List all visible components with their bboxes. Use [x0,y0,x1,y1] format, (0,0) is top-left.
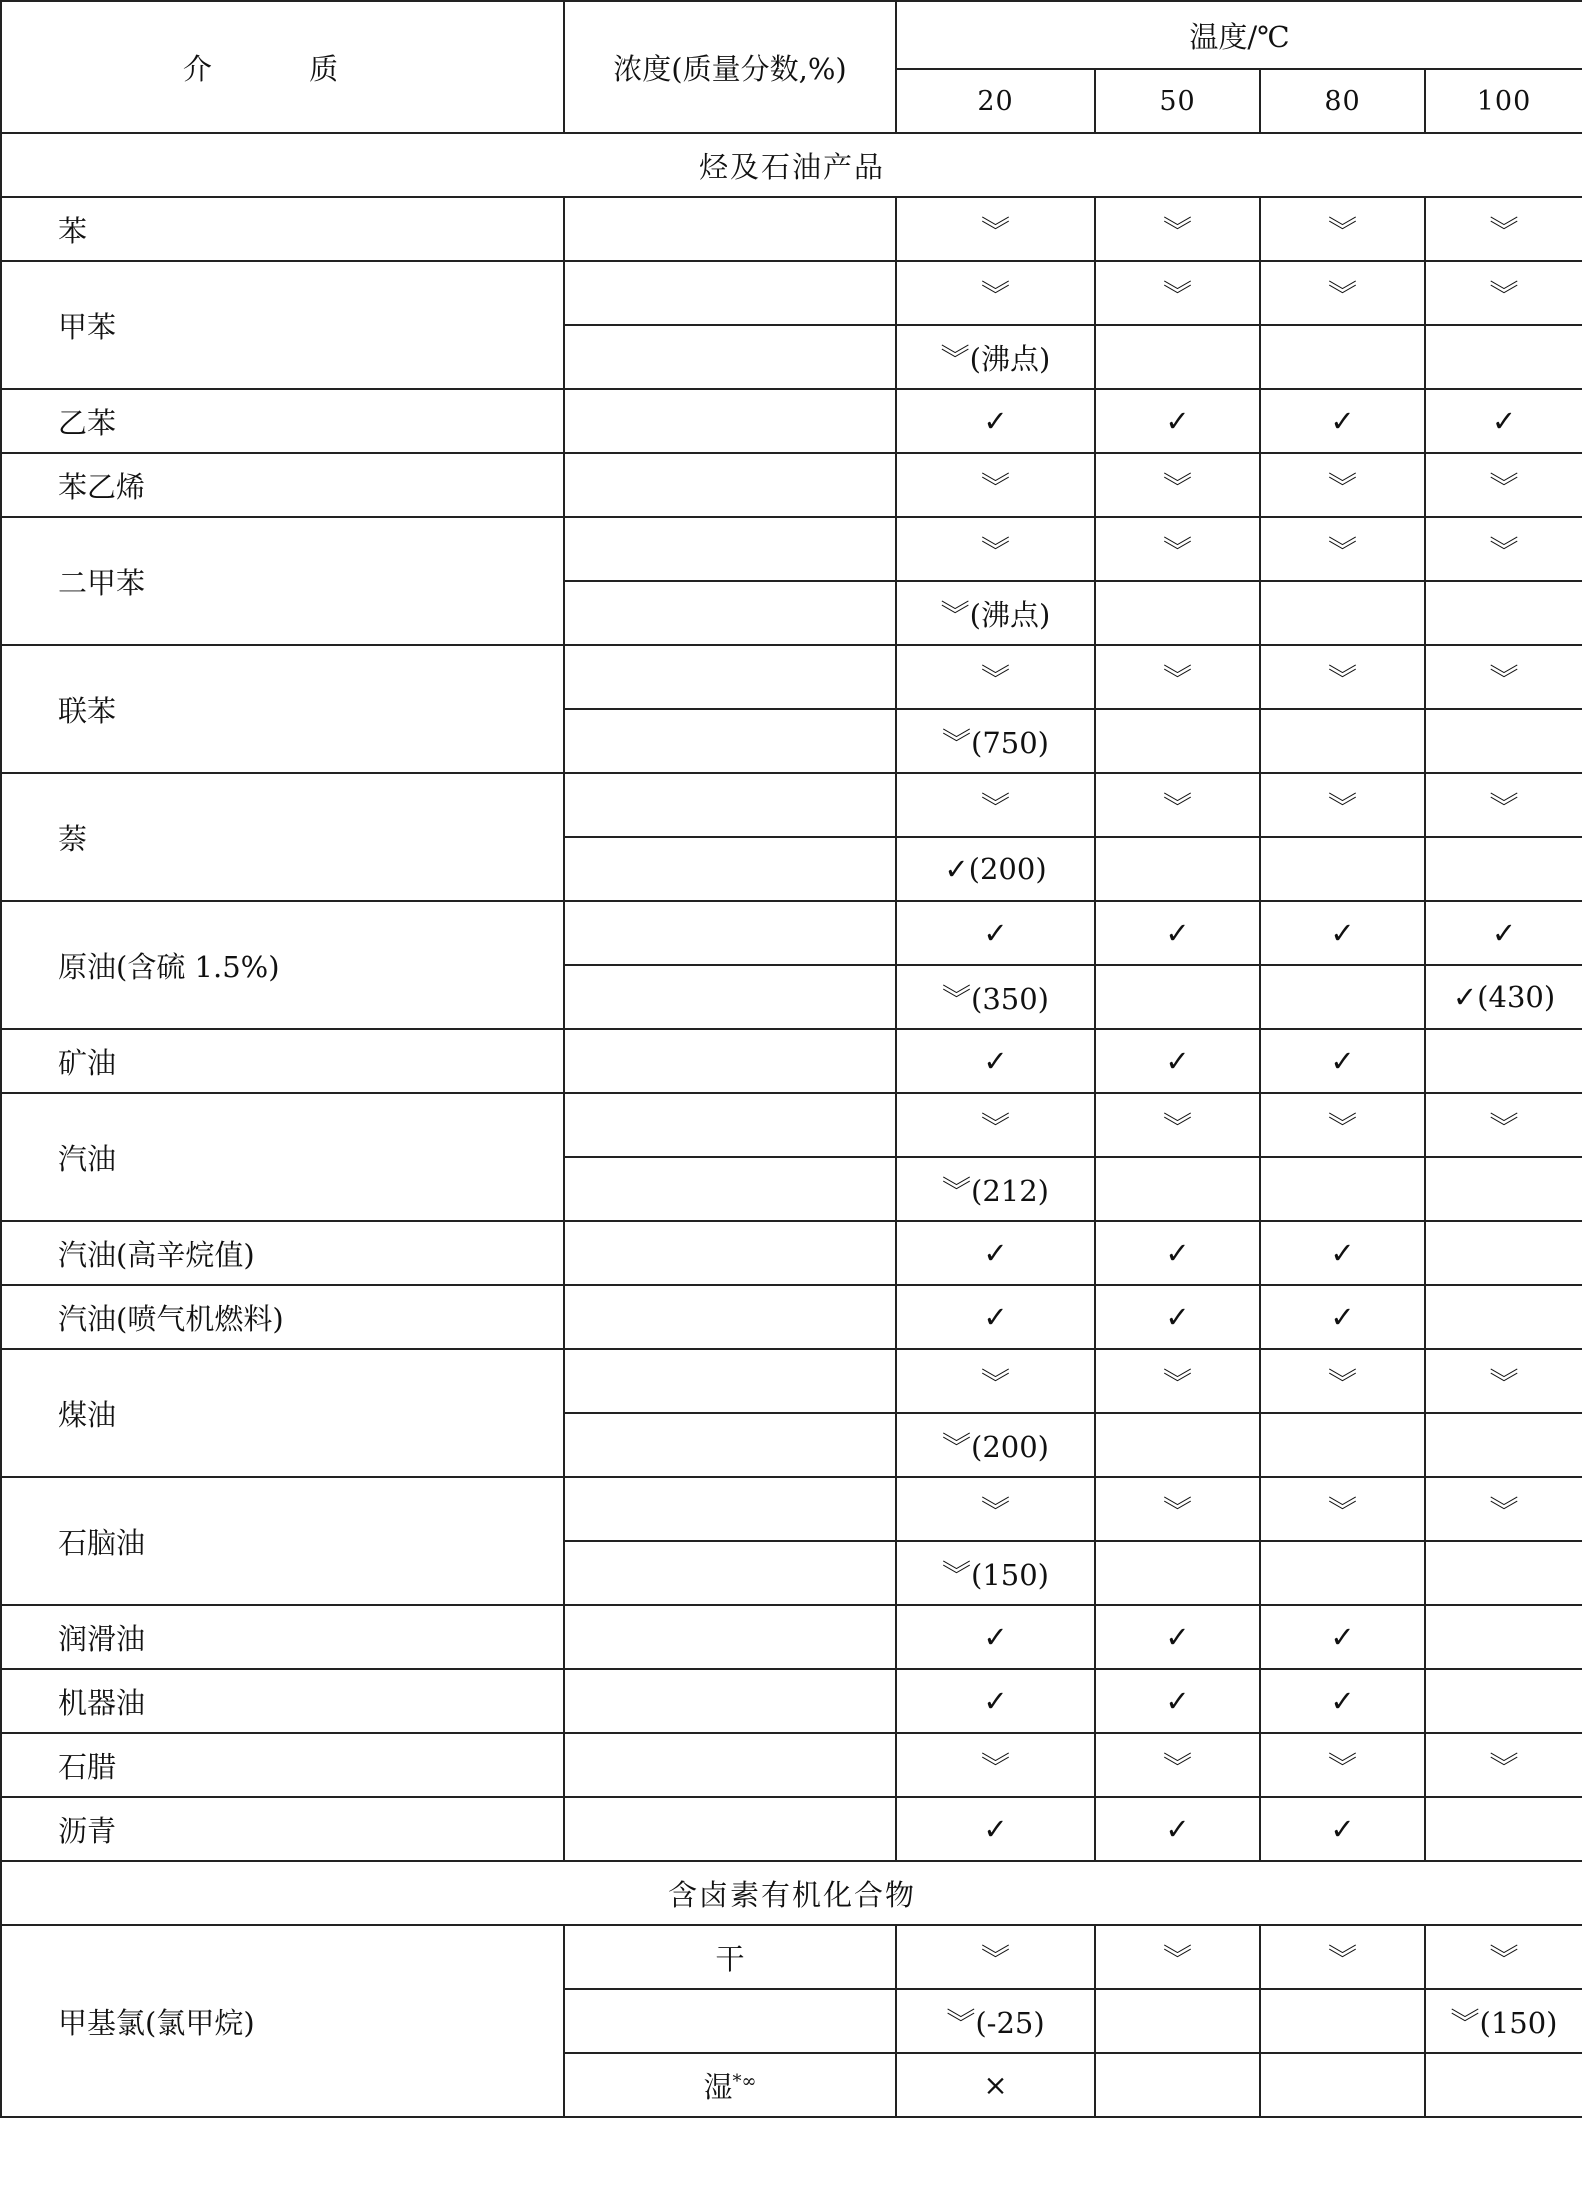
medium-cell: 石脑油 [1,1477,564,1605]
mark-20-cell: ︾(350) [896,965,1095,1029]
mark-20-cell: ︾ [896,1093,1095,1157]
mark-50-cell [1095,1541,1260,1605]
table-row [1,1477,1582,1541]
concentration-cell [564,1733,896,1797]
mark-20-cell: ✓ [896,1285,1095,1349]
medium-cell: 矿油 [1,1029,564,1093]
mark-80-cell: ✓ [1260,1221,1425,1285]
medium-cell: 苯 [1,197,564,261]
mark-20-cell: ︾(212) [896,1157,1095,1221]
mark-80-cell [1260,2053,1425,2117]
mark-20-cell: ✓ [896,1221,1095,1285]
mark-80-cell: ✓ [1260,1605,1425,1669]
mark-50-cell [1095,2053,1260,2117]
mark-50-cell: ✓ [1095,1285,1260,1349]
mark-100-cell: ︾ [1425,773,1582,837]
mark-50-cell: ︾ [1095,261,1260,325]
concentration-cell [564,1157,896,1221]
table-row [1,773,1582,837]
mark-100-cell [1425,1029,1582,1093]
mark-100-cell [1425,1157,1582,1221]
section-title-halogenated: 含卤素有机化合物 [1,1861,1582,1925]
table-row [1,517,1582,581]
concentration-cell [564,645,896,709]
mark-100-cell [1425,2053,1582,2117]
concentration-cell [564,1605,896,1669]
mark-100-cell [1425,837,1582,901]
medium-cell: 甲基氯(氯甲烷) [1,1925,564,2117]
mark-100-cell [1425,1541,1582,1605]
mark-80-cell: ✓ [1260,389,1425,453]
mark-100-cell: ✓(430) [1425,965,1582,1029]
mark-20-cell: ︾(200) [896,1413,1095,1477]
mark-80-cell: ✓ [1260,1029,1425,1093]
mark-100-cell: ︾ [1425,517,1582,581]
concentration-cell [564,1285,896,1349]
concentration-cell [564,197,896,261]
mark-80-cell: ︾ [1260,261,1425,325]
mark-20-cell: ✓ [896,1029,1095,1093]
mark-100-cell [1425,1605,1582,1669]
concentration-cell [564,1349,896,1413]
mark-50-cell: ︾ [1095,197,1260,261]
mark-100-cell [1425,325,1582,389]
mark-80-cell: ︾ [1260,645,1425,709]
mark-20-cell: ︾ [896,197,1095,261]
mark-20-cell: ︾ [896,1477,1095,1541]
table-row [1,645,1582,709]
mark-50-cell: ✓ [1095,389,1260,453]
mark-50-cell: ︾ [1095,1925,1260,1989]
mark-50-cell [1095,1157,1260,1221]
mark-50-cell: ︾ [1095,1477,1260,1541]
medium-cell: 汽油(喷气机燃料) [1,1285,564,1349]
mark-100-cell [1425,1221,1582,1285]
section-row-halogenated [1,1861,1582,1925]
mark-50-cell: ︾ [1095,773,1260,837]
mark-50-cell [1095,965,1260,1029]
mark-100-cell: ︾ [1425,453,1582,517]
mark-80-cell: ︾ [1260,1349,1425,1413]
mark-80-cell: ︾ [1260,773,1425,837]
table-row [1,1669,1582,1733]
mark-80-cell: ✓ [1260,1669,1425,1733]
mark-50-cell [1095,837,1260,901]
concentration-header: 浓度(质量分数,%) [564,1,896,133]
medium-header: 介 质 [1,1,564,133]
mark-100-cell: ︾ [1425,645,1582,709]
medium-cell: 乙苯 [1,389,564,453]
mark-20-cell: ︾ [896,773,1095,837]
mark-20-cell: ✓ [896,1669,1095,1733]
concentration-cell [564,325,896,389]
mark-20-cell: ︾ [896,1349,1095,1413]
concentration-cell [564,389,896,453]
mark-100-cell: ︾(150) [1425,1989,1582,2053]
mark-100-cell [1425,1669,1582,1733]
mark-80-cell: ✓ [1260,1797,1425,1861]
concentration-cell [564,965,896,1029]
mark-100-cell: ✓ [1425,389,1582,453]
concentration-cell [564,901,896,965]
mark-100-cell: ✓ [1425,901,1582,965]
mark-50-cell: ︾ [1095,1349,1260,1413]
mark-80-cell [1260,1157,1425,1221]
mark-20-cell: ✓ [896,1605,1095,1669]
mark-80-cell [1260,1541,1425,1605]
medium-cell: 机器油 [1,1669,564,1733]
mark-80-cell: ︾ [1260,1477,1425,1541]
concentration-text: 湿 [703,2069,733,2104]
mark-50-cell [1095,581,1260,645]
medium-cell: 沥青 [1,1797,564,1861]
mark-100-cell: ︾ [1425,1093,1582,1157]
mark-20-cell: ✓ [896,901,1095,965]
mark-80-cell [1260,581,1425,645]
footnote-mark: *∞ [732,2070,757,2092]
medium-cell: 萘 [1,773,564,901]
table-row [1,901,1582,965]
medium-cell: 石腊 [1,1733,564,1797]
table-row [1,197,1582,261]
mark-100-cell [1425,1797,1582,1861]
table-row [1,389,1582,453]
medium-cell: 二甲苯 [1,517,564,645]
temperature-100-header: 100 [1425,69,1582,133]
temperature-80-header: 80 [1260,69,1425,133]
mark-50-cell: ︾ [1095,645,1260,709]
mark-20-cell: ︾(-25) [896,1989,1095,2053]
mark-50-cell: ✓ [1095,1669,1260,1733]
concentration-cell [564,773,896,837]
mark-80-cell [1260,837,1425,901]
table-row [1,1285,1582,1349]
concentration-cell [564,1093,896,1157]
concentration-cell [564,1477,896,1541]
mark-50-cell: ︾ [1095,453,1260,517]
table-row [1,1093,1582,1157]
medium-cell: 煤油 [1,1349,564,1477]
mark-80-cell: ✓ [1260,901,1425,965]
mark-80-cell [1260,325,1425,389]
mark-100-cell [1425,1285,1582,1349]
mark-80-cell [1260,709,1425,773]
mark-100-cell: ︾ [1425,1733,1582,1797]
mark-20-cell: ︾ [896,1733,1095,1797]
mark-80-cell: ︾ [1260,453,1425,517]
mark-80-cell: ︾ [1260,517,1425,581]
temperature-header: 温度/℃ [896,1,1582,69]
medium-cell: 联苯 [1,645,564,773]
section-title-hydrocarbons: 烃及石油产品 [1,133,1582,197]
table-row [1,453,1582,517]
mark-80-cell [1260,965,1425,1029]
concentration-cell [564,709,896,773]
mark-20-cell: ︾ [896,1925,1095,1989]
concentration-cell [564,1797,896,1861]
concentration-cell [564,1989,896,2053]
mark-50-cell: ︾ [1095,1733,1260,1797]
mark-50-cell [1095,1413,1260,1477]
mark-20-cell: ︾(750) [896,709,1095,773]
mark-100-cell: ︾ [1425,1925,1582,1989]
temperature-50-header: 50 [1095,69,1260,133]
mark-20-cell: ✓ [896,389,1095,453]
mark-50-cell: ✓ [1095,1221,1260,1285]
mark-20-cell: ︾ [896,261,1095,325]
concentration-cell [564,1221,896,1285]
mark-50-cell: ✓ [1095,901,1260,965]
table-row [1,1605,1582,1669]
concentration-cell: 干 [564,1925,896,1989]
medium-cell: 原油(含硫 1.5%) [1,901,564,1029]
table-row [1,1797,1582,1861]
mark-20-cell: ✓ [896,1797,1095,1861]
table-row [1,1029,1582,1093]
concentration-cell [564,837,896,901]
concentration-cell [564,1029,896,1093]
mark-80-cell: ✓ [1260,1285,1425,1349]
table-row [1,1349,1582,1413]
concentration-cell [564,1669,896,1733]
mark-20-cell: ✓(200) [896,837,1095,901]
mark-20-cell: ︾(150) [896,1541,1095,1605]
table-row [1,261,1582,325]
mark-100-cell: ︾ [1425,1477,1582,1541]
mark-50-cell: ✓ [1095,1029,1260,1093]
mark-80-cell: ︾ [1260,1925,1425,1989]
mark-20-cell: ︾(沸点) [896,325,1095,389]
header-row-1 [1,1,1582,69]
mark-100-cell: ︾ [1425,197,1582,261]
mark-100-cell [1425,581,1582,645]
medium-cell: 汽油(高辛烷值) [1,1221,564,1285]
concentration-cell [564,517,896,581]
concentration-cell [564,261,896,325]
mark-80-cell [1260,1989,1425,2053]
table-row [1,1925,1582,1989]
table-row [1,1221,1582,1285]
section-row-hydrocarbons [1,133,1582,197]
mark-20-cell: ︾(沸点) [896,581,1095,645]
concentration-cell [564,453,896,517]
table-row [1,1733,1582,1797]
medium-cell: 甲苯 [1,261,564,389]
concentration-cell [564,581,896,645]
mark-100-cell [1425,1413,1582,1477]
concentration-cell [564,1541,896,1605]
mark-50-cell [1095,325,1260,389]
medium-cell: 润滑油 [1,1605,564,1669]
mark-80-cell: ︾ [1260,1733,1425,1797]
mark-80-cell [1260,1413,1425,1477]
concentration-cell [564,1413,896,1477]
mark-50-cell: ✓ [1095,1797,1260,1861]
medium-cell: 汽油 [1,1093,564,1221]
mark-20-cell: ︾ [896,517,1095,581]
mark-50-cell: ︾ [1095,517,1260,581]
medium-cell: 苯乙烯 [1,453,564,517]
mark-20-cell: ︾ [896,453,1095,517]
mark-100-cell [1425,709,1582,773]
concentration-cell [564,2053,896,2117]
mark-80-cell: ︾ [1260,197,1425,261]
mark-100-cell: ︾ [1425,1349,1582,1413]
mark-20-cell: × [896,2053,1095,2117]
mark-20-cell: ︾ [896,645,1095,709]
temperature-20-header: 20 [896,69,1095,133]
mark-50-cell [1095,1989,1260,2053]
mark-50-cell: ︾ [1095,1093,1260,1157]
mark-50-cell [1095,709,1260,773]
mark-80-cell: ︾ [1260,1093,1425,1157]
mark-100-cell: ︾ [1425,261,1582,325]
mark-50-cell: ✓ [1095,1605,1260,1669]
